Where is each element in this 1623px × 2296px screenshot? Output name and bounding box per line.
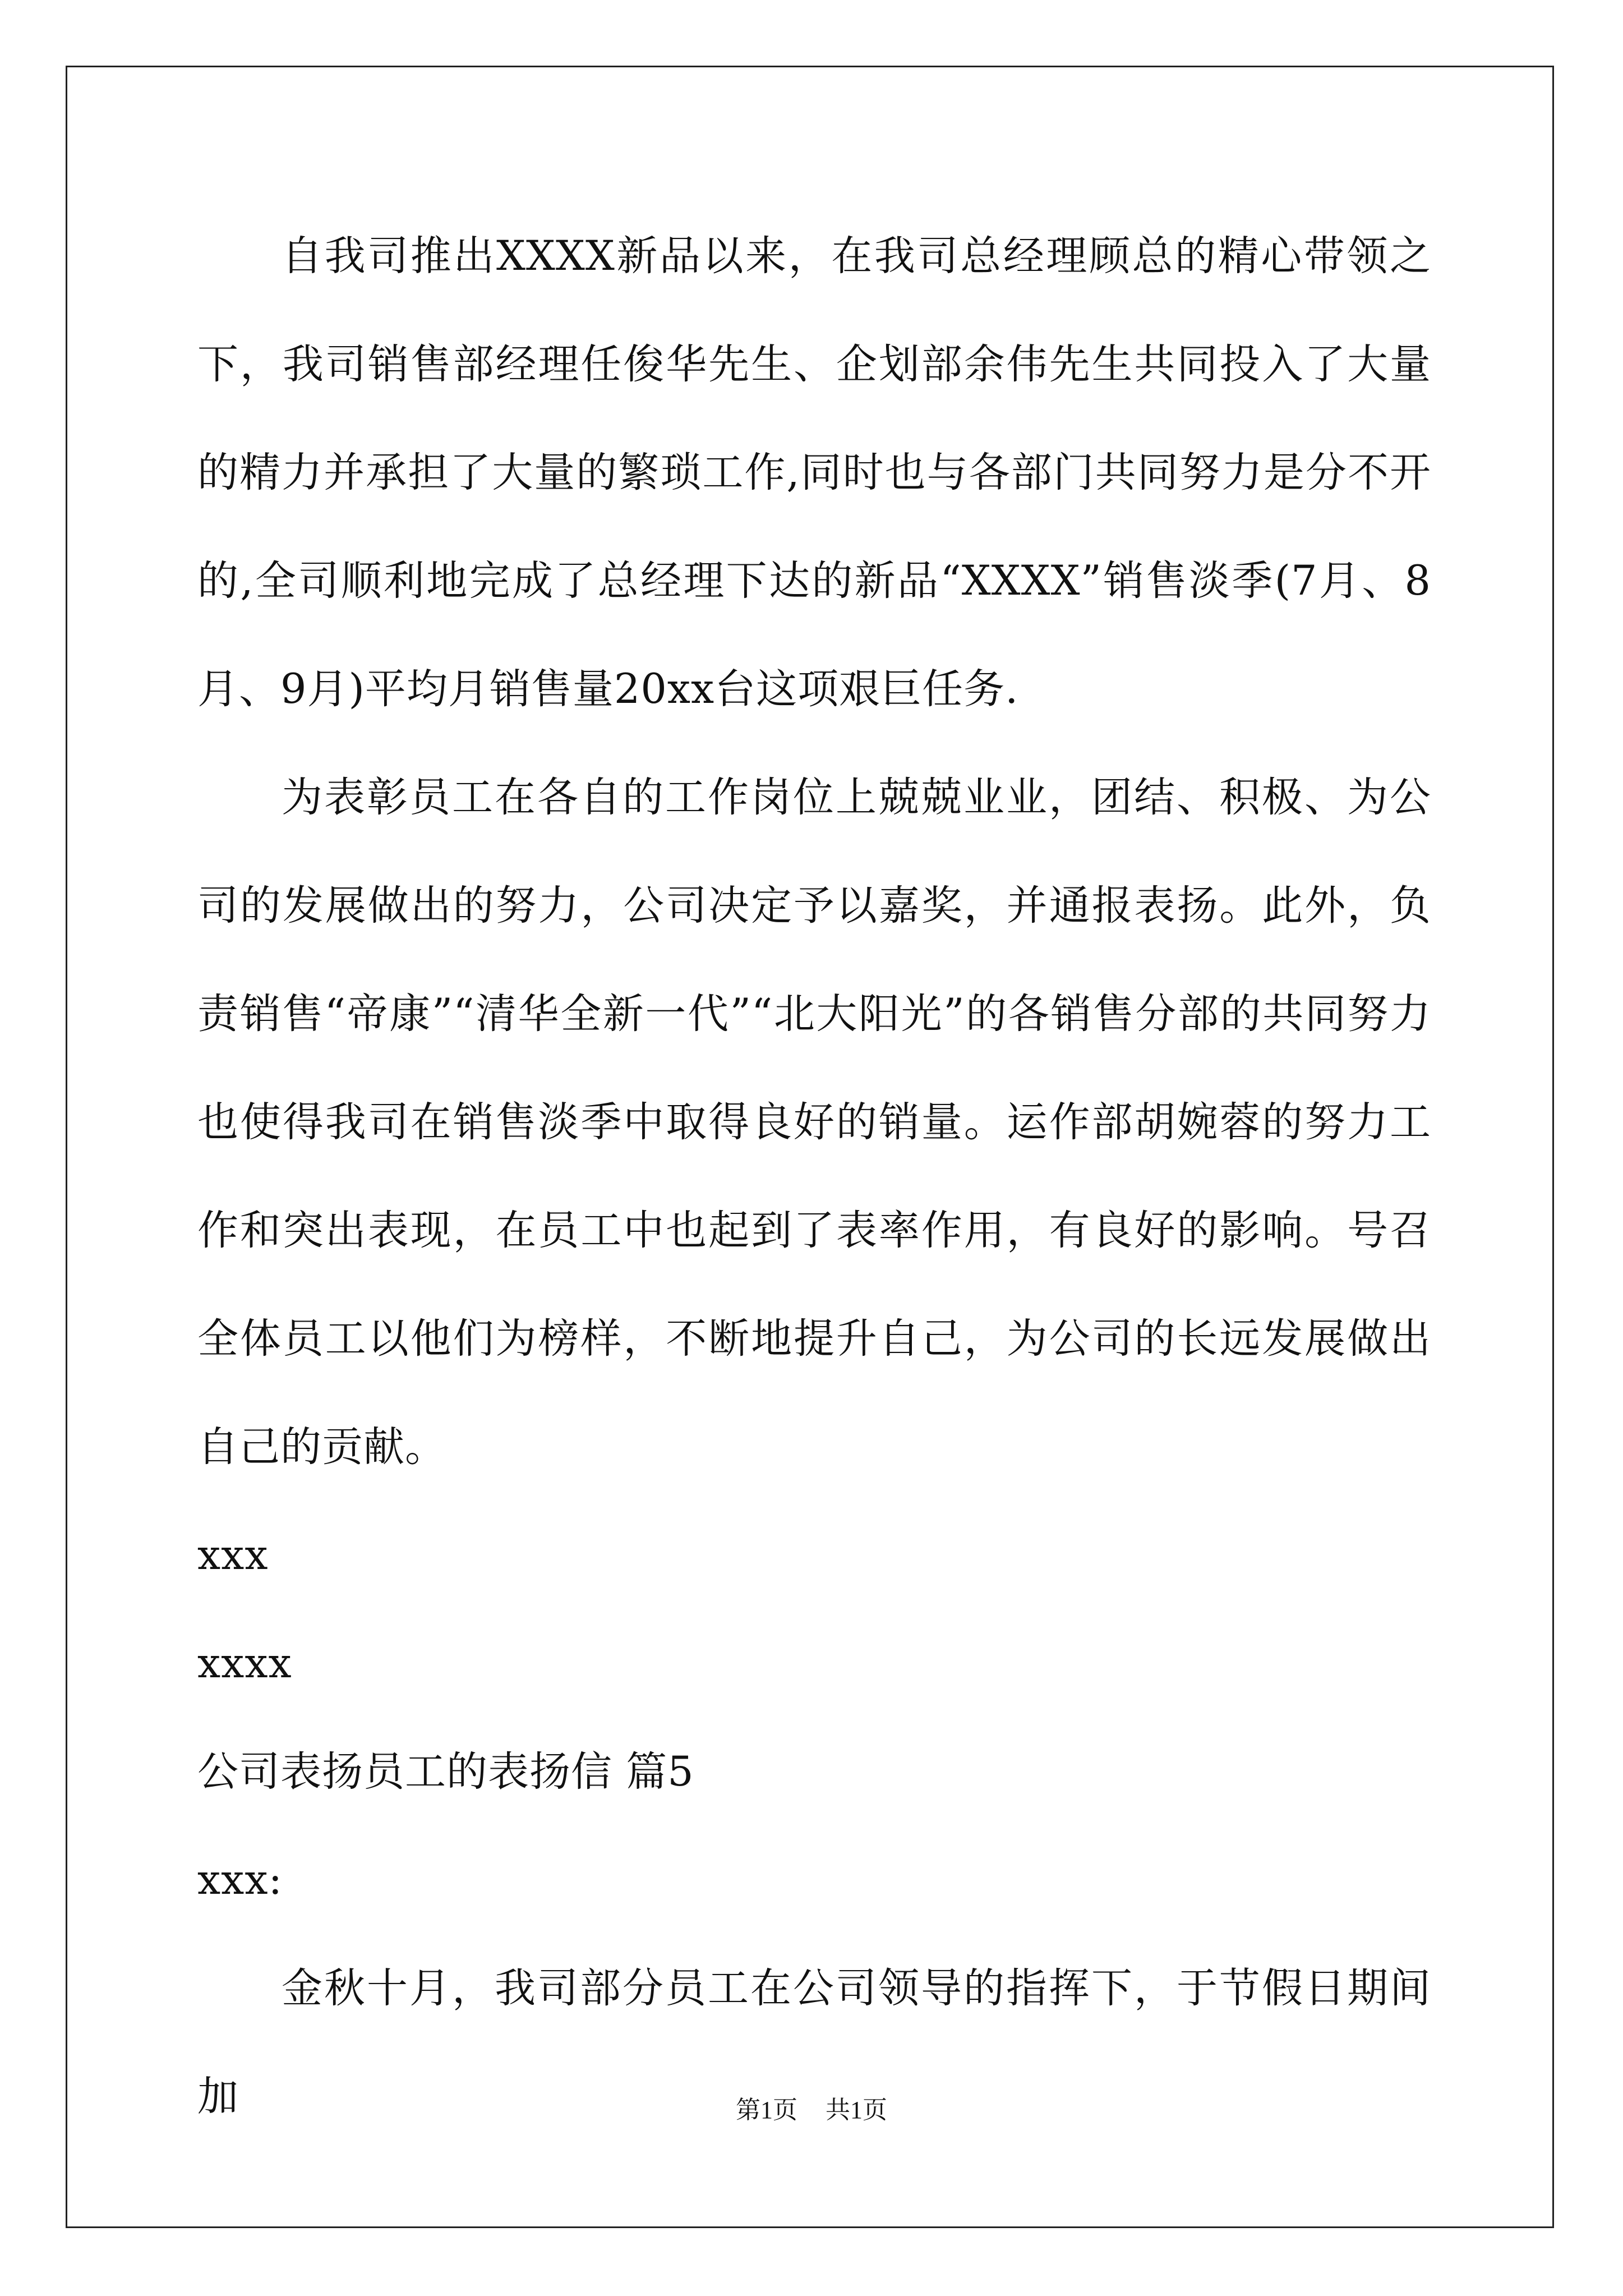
signature-date: xxxx <box>197 1640 292 1687</box>
section-title: 公司表扬员工的表扬信 篇5 <box>197 1748 694 1796</box>
page-footer <box>0 2090 1623 2125</box>
paragraph-1: 自我司推出XXXX新品以来，在我司总经理顾总的精心带领之下，我司销售部经理任俊华先生、企划部余伟先生共同投入了大量的精力并承担了大量的繁琐工作,同时也与各部门共同努力是分不开的,全司顺利地完成了总经理下达的新品“XXXX”销售淡季(7月、8月、9月)平均月销售量20xx台这项艰巨任务. <box>197 232 1431 713</box>
signature-name: xxx <box>197 1531 269 1579</box>
document-body <box>197 202 1431 2151</box>
paragraph-2: 为表彰员工在各自的工作岗位上兢兢业业，团结、积极、为公司的发展做出的努力，公司决定予以嘉奖，并通报表扬。此外，负责销售“帝康”“清华全新一代”“北大阳光”的各销售分部的共同努力也使得我司在销售淡季中取得良好的销量。运作部胡婉蓉的努力工作和突出表现，在员工中也起到了表率作用，有良好的影响。号召全体员工以他们为榜样，不断地提升自己，为公司的长远发展做出自己的贡献。 <box>197 774 1431 1471</box>
page-number-current: 第1页 <box>736 2096 797 2124</box>
page-number-total: 共1页 <box>826 2096 887 2124</box>
salutation: xxx: <box>197 1856 283 1904</box>
paragraph-3: 金秋十月，我司部分员工在公司领导的指挥下，于节假日期间加 <box>197 1964 1431 2120</box>
